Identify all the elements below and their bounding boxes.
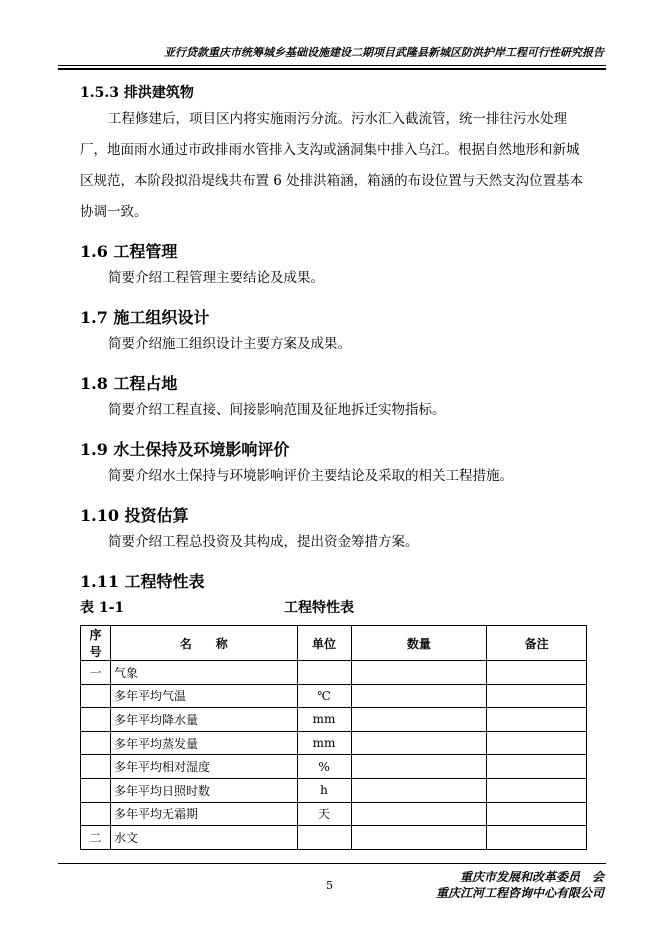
text-1-6: 简要介绍工程管理主要结论及成果。 (108, 270, 324, 286)
cell-qty (351, 826, 487, 850)
cell-unit (297, 826, 351, 850)
col-header-unit: 单位 (297, 626, 351, 661)
cell-qty (351, 684, 487, 708)
cell-unit: h (297, 778, 351, 802)
text-1-9: 简要介绍水土保持与环境影响评价主要结论及采取的相关工程措施。 (108, 468, 513, 484)
footer-org-1: 重庆市发展和改革委员 会 (459, 870, 604, 884)
cell-note (487, 755, 587, 779)
heading-1-11: 1.11 工程特性表 (80, 572, 205, 591)
table-header-row (81, 626, 587, 661)
cell-note (487, 684, 587, 708)
cell-name: 多年平均无霜期 (110, 802, 297, 826)
table-row (81, 802, 587, 826)
cell-name: 气象 (110, 661, 297, 685)
cell-note (487, 802, 587, 826)
cell-note (487, 731, 587, 755)
table-row (81, 708, 587, 732)
cell-no (81, 684, 111, 708)
page-number: 5 (326, 879, 333, 892)
spec-table (80, 625, 587, 850)
cell-unit: 天 (297, 802, 351, 826)
table-row (81, 826, 587, 850)
heading-1-5-3: 1.5.3 排洪建筑物 (80, 85, 194, 101)
cell-qty (351, 708, 487, 732)
cell-name: 水文 (110, 826, 297, 850)
header-rule (58, 65, 606, 66)
cell-qty (351, 731, 487, 755)
col-header-qty: 数量 (351, 626, 487, 661)
table-row (81, 778, 587, 802)
cell-unit (297, 661, 351, 685)
cell-no (81, 731, 111, 755)
cell-qty (351, 778, 487, 802)
col-header-name: 名 称 (110, 626, 297, 661)
cell-unit: mm (297, 708, 351, 732)
cell-note (487, 826, 587, 850)
footer-rule (58, 863, 606, 864)
cell-name: 多年平均蒸发量 (110, 731, 297, 755)
col-header-note: 备注 (487, 626, 587, 661)
cell-no: 一 (81, 661, 111, 685)
cell-no (81, 778, 111, 802)
cell-name: 多年平均降水量 (110, 708, 297, 732)
cell-name: 多年平均气温 (110, 684, 297, 708)
table-row (81, 684, 587, 708)
table-row (81, 755, 587, 779)
table-row (81, 731, 587, 755)
heading-1-10: 1.10 投资估算 (80, 506, 189, 525)
heading-1-8: 1.8 工程占地 (80, 374, 178, 393)
text-1-10: 简要介绍工程总投资及其构成，提出资金筹措方案。 (108, 534, 419, 550)
footer-org-2: 重庆江河工程咨询中心有限公司 (435, 886, 604, 900)
cell-qty (351, 661, 487, 685)
cell-qty (351, 755, 487, 779)
table-row (81, 661, 587, 685)
text-1-8: 简要介绍工程直接、间接影响范围及征地拆迁实物指标。 (108, 402, 446, 418)
col-header-no: 序号 (81, 626, 111, 661)
cell-note (487, 778, 587, 802)
text-1-7: 简要介绍施工组织设计主要方案及成果。 (108, 336, 351, 352)
table-title: 工程特性表 (284, 600, 354, 616)
heading-1-6: 1.6 工程管理 (80, 242, 178, 261)
heading-1-7: 1.7 施工组织设计 (80, 308, 210, 327)
cell-no (81, 802, 111, 826)
cell-note (487, 708, 587, 732)
cell-no: 二 (81, 826, 111, 850)
heading-1-9: 1.9 水土保持及环境影响评价 (80, 440, 290, 459)
cell-name: 多年平均相对湿度 (110, 755, 297, 779)
cell-no (81, 708, 111, 732)
cell-note (487, 661, 587, 685)
cell-unit: ℃ (297, 684, 351, 708)
cell-no (81, 755, 111, 779)
cell-name: 多年平均日照时数 (110, 778, 297, 802)
header-rule-thick (58, 68, 606, 70)
cell-qty (351, 802, 487, 826)
table-number: 表 1-1 (80, 600, 125, 616)
paragraph-1-5-3: 工程修建后，项目区内将实施雨污分流。污水汇入截流管，统一排往污水处理厂，地面雨水通过市政排雨水管排入支沟或涵洞集中排入乌江。根据自然地形和新城区规范，本阶段拟沿堤线共布置 6 处排洪箱涵，箱涵的布设位置与天然支沟位置基本协调一致。 (80, 111, 584, 220)
cell-unit: % (297, 755, 351, 779)
cell-unit: mm (297, 731, 351, 755)
running-header: 亚行贷款重庆市统筹城乡基础设施建设二期项目武隆县新城区防洪护岸工程可行性研究报告 (164, 46, 604, 59)
